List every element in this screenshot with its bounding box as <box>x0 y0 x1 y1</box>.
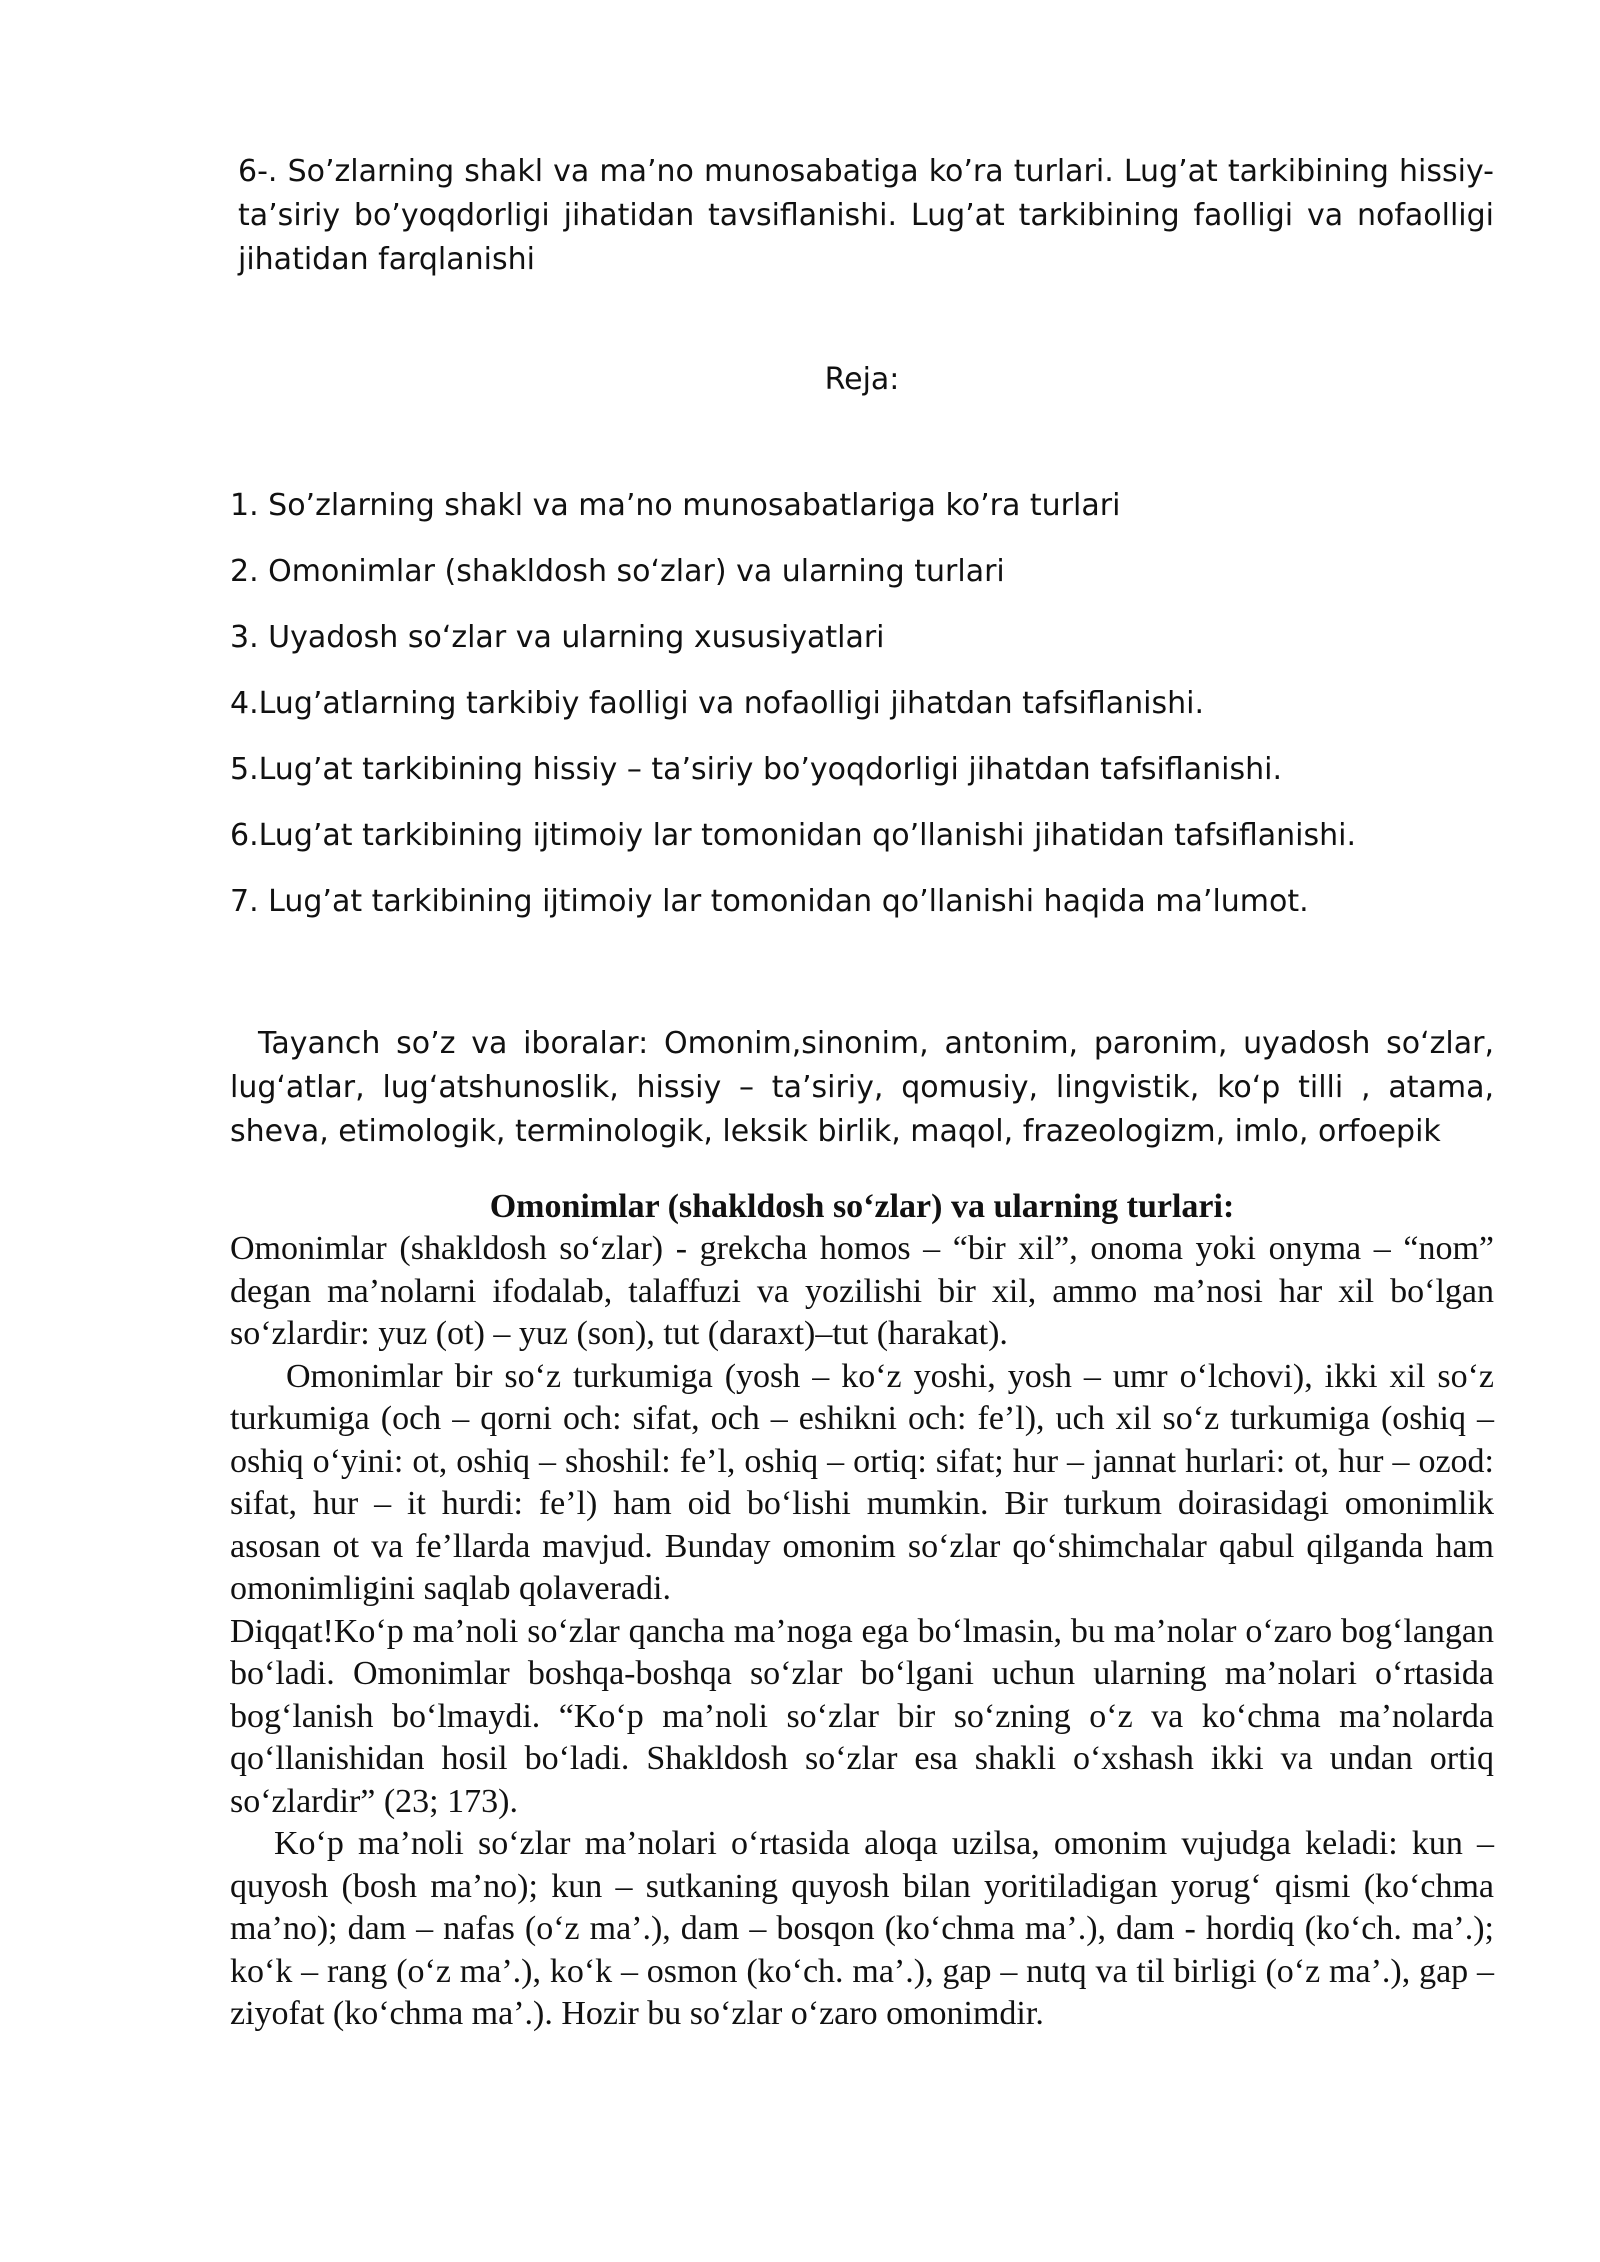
keywords-paragraph: Tayanch so’z va iboralar: Omonim,sinonim, antonim, paronim, uyadosh so‘zlar, lug‘atlar, lug‘atshunoslik, hissiy – ta’siriy, qomusiy, lingvistik, ko‘p tilli , atama, sheva, etimologik, terminologik, leksik birlik, maqol, frazeologizm, imlo, orfoepik <box>230 1026 1494 1149</box>
plan-item: 1. So’zlarning shakl va ma’no munosabatlariga ko’ra turlari <box>230 488 1121 523</box>
body-paragraph: Ko‘p ma’noli so‘zlar ma’nolari o‘rtasida aloqa uzilsa, omonim vujudga keladi: kun – quyosh (bosh ma’no); kun – sutkaning quyosh bilan yoritiladigan yorug‘ qismi (ko‘chma ma’no); dam – nafas (o‘z ma’.), dam – bosqon (ko‘chma ma’.), dam - hordiq (ko‘ch. ma’.); ko‘k – rang (o‘z ma’.), ko‘k – osmon (ko‘ch. ma’.), gap – nutq va til birligi (o‘z ma’.), gap – ziyofat (ko‘chma ma’.). Hozir bu so‘zlar o‘zaro omonimdir. <box>230 1825 1494 2032</box>
section-title: Omonimlar (shakldosh so‘zlar) va ularning turlari: <box>489 1188 1235 1225</box>
body-paragraph: Diqqat!Ko‘p ma’noli so‘zlar qancha ma’noga ega bo‘lmasin, bu ma’nolar o‘zaro bog‘langan bo‘ladi. Omonimlar boshqa-boshqa so‘zlar bo‘lgani uchun ularning ma’nolari o‘rtasida bog‘lanish bo‘lmaydi. “Ko‘p ma’noli so‘zlar bir so‘zning o‘z va ko‘chma ma’nolarda qo‘llanishidan hosil bo‘ladi. Shakldosh so‘zlar esa shakli o‘xshash ikki va undan ortiq so‘zlardir” (23; 173). <box>230 1612 1494 1820</box>
document-page <box>230 150 1494 2036</box>
plan-item: 6.Lug’at tarkibining ijtimoiy lar tomonidan qo’llanishi jihatidan tafsiflanishi. <box>230 818 1356 853</box>
lecture-heading: 6-. So’zlarning shakl va ma’no munosabatiga ko’ra turlari. Lug’at tarkibining hissiy-ta’siriy bo’yoqdorligi jihatidan tavsiflanishi. Lug’at tarkibining faolligi va nofaolligi jihatidan farqlanishi <box>238 154 1494 277</box>
plan-label: Reja: <box>824 362 900 397</box>
plan-list <box>230 486 1494 922</box>
plan-item: 2. Omonimlar (shakldosh so‘zlar) va ularning turlari <box>230 554 1005 589</box>
plan-item: 5.Lug’at tarkibining hissiy – ta’siriy bo’yoqdorligi jihatdan tafsiflanishi. <box>230 752 1282 787</box>
plan-item: 4.Lug’atlarning tarkibiy faolligi va nofaolligi jihatdan tafsiflanishi. <box>230 686 1204 721</box>
body-paragraph: Omonimlar (shakldosh so‘zlar) - grekcha homos – “bir xil”, onoma yoki onyma – “nom” degan ma’nolarni ifodalab, talaffuzi va yozilishi bir xil, ammo ma’nosi har xil bo‘lgan so‘zlardir: yuz (ot) – yuz (son), tut (daraxt)–tut (harakat). <box>230 1230 1494 1352</box>
body-paragraph: Omonimlar bir so‘z turkumiga (yosh – ko‘z yoshi, yosh – umr o‘lchovi), ikki xil so‘z turkumiga (och – qorni och: sifat, och – eshikni och: fe’l), uch xil so‘z turkumiga (oshiq – oshiq o‘yini: ot, oshiq – shoshil: fe’l, oshiq – ortiq: sifat; hur – jannat hurlari: ot, hur – ozod: sifat, hur – it hurdi: fe’l) ham oid bo‘lishi mumkin. Bir turkum doirasidagi omonimlik asosan ot va fe’llarda mavjud. Bunday omonim so‘zlar qo‘shimchalar qabul qilganda ham omonimligini saqlab qolaveradi. <box>230 1357 1494 1607</box>
plan-item: 7. Lug’at tarkibining ijtimoiy lar tomonidan qo’llanishi haqida ma’lumot. <box>230 884 1309 919</box>
plan-item: 3. Uyadosh so‘zlar va ularning xususiyatlari <box>230 620 885 655</box>
